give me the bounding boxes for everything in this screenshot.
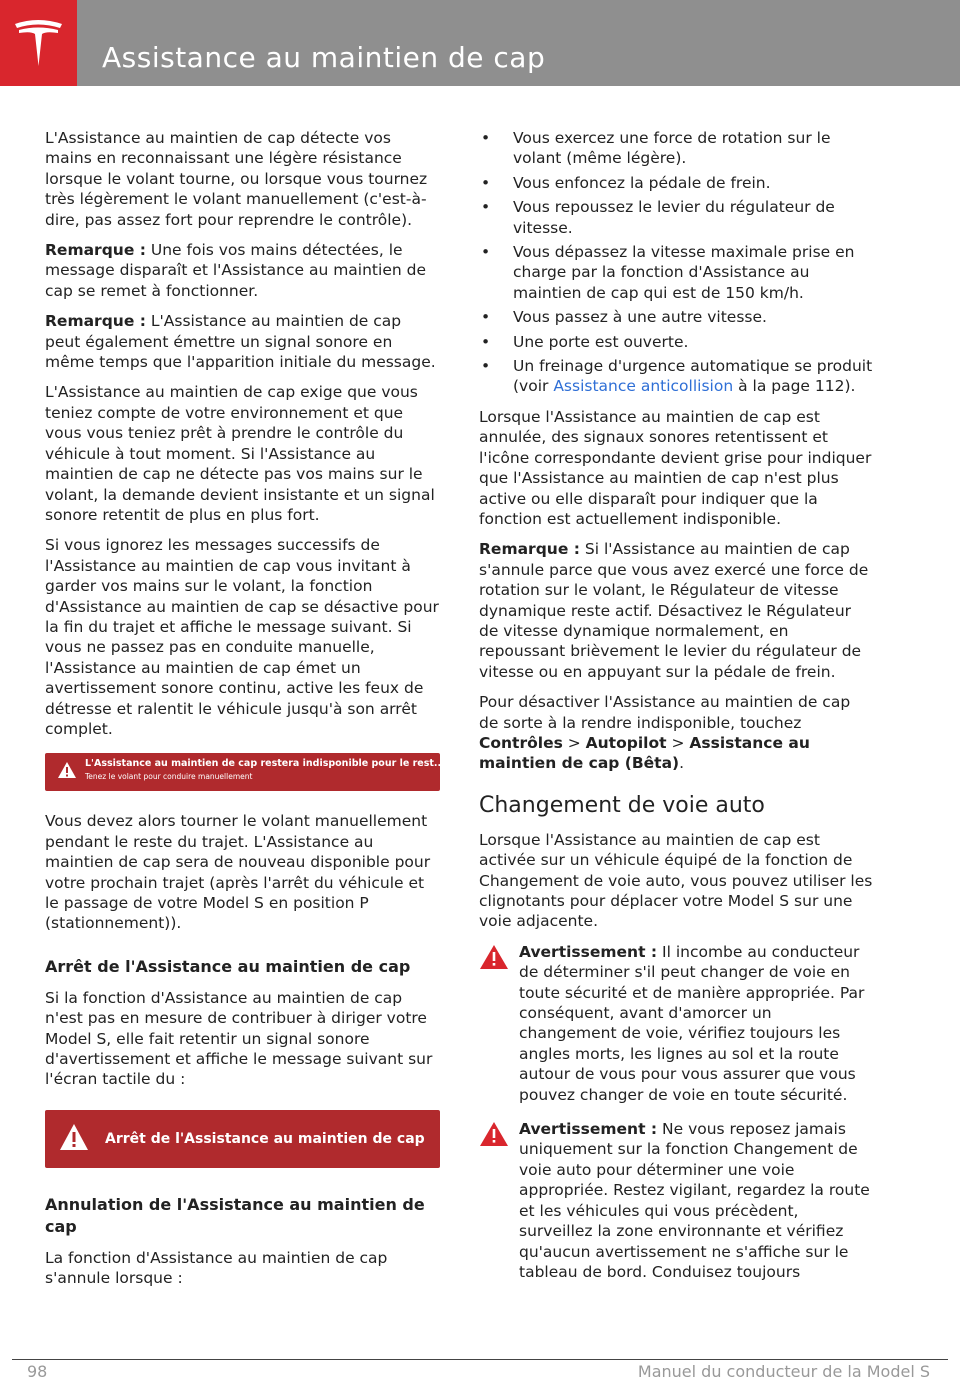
paragraph: Lorsque l'Assistance au maintien de cap est annulée, des signaux sonores retentissent et l'icône correspondante devient grise pour indiquer que l'Assistance au maintien de cap n'est plus active ou elle disparaît pour indiquer que la fonction est actuellement indisponible. (479, 407, 872, 528)
list-item: • Une porte est ouverte. (481, 332, 689, 351)
note (45, 240, 440, 301)
list-item: • Vous exercez une force de rotation sur le volant (même légère). (481, 129, 831, 168)
list-item: • Un freinage d'urgence automatique se produit (voir Assistance anticollision à la page 112). (481, 357, 873, 396)
banner-subtext: Tenez le volant pour conduire manuellement (85, 772, 253, 782)
warning-block (479, 1119, 874, 1282)
bullet: • (481, 243, 491, 262)
list-item: • Vous repoussez le levier du régulateur de vitesse. (481, 198, 835, 237)
menu-path-autosteer: Assistance au maintien de cap (Bêta) (479, 733, 810, 773)
tesla-logo-icon (13, 18, 64, 68)
paragraph: Si vous ignorez les messages successifs de l'Assistance au maintien de cap vous invitant à garder vos mains sur le volant, la fonction d'Assistance au maintien de cap se désactive pour la fin du trajet et affiche le message suivant. Si vous ne passez pas en conduite manuelle, l'Assistance au maintien de cap émet un avertissement sonore continu, active les feux de détresse et ralentit le véhicule jusqu'à son arrêt complet. (45, 536, 439, 738)
note (45, 311, 440, 372)
list-item: • Vous passez à une autre vitesse. (481, 308, 767, 327)
list-item: • Vous enfoncez la pédale de frein. (481, 173, 771, 192)
page-number: 98 (27, 1362, 48, 1381)
note-label: Remarque : (479, 540, 580, 559)
bullet: • (481, 173, 491, 192)
cancel-conditions-list (479, 128, 874, 397)
paragraph: L'Assistance au maintien de cap exige que vous teniez compte de votre environnement et que vous vous teniez prêt à prendre le contrôle du véhicule à tout moment. Si l'Assistance au maintien de cap ne détecte pas vos mains sur le volant, la demande devient insistante et un signal sonore retentit de plus en plus fort. (45, 383, 435, 524)
bullet: • (481, 332, 491, 351)
left-column (45, 128, 445, 1299)
warning-text: Il incombe au conducteur de déterminer s'il peut changer de voie en toute sécurité et de manière appropriée. Par conséquent, avant d'amorcer un changement de voie, vérifiez toujours les angles morts, les lignes au sol et la route autour de vous pour vous assurer que vous pouvez changer de voie en toute sécurité. (519, 942, 865, 1104)
note-text: Une fois vos mains détectées, le message disparaît et l'Assistance au maintien de cap se remet à fonctionner. (45, 241, 426, 300)
warning-label: Avertissement : (519, 1120, 658, 1139)
unavailable-message-banner (45, 753, 445, 791)
list-item: • Vous dépassez la vitesse maximale prise en charge par la fonction d'Assistance au maintien de cap qui est de 150 km/h. (481, 243, 855, 302)
stop-message-banner (45, 1110, 440, 1168)
paragraph: La fonction d'Assistance au maintien de cap s'annule lorsque : (45, 1248, 388, 1288)
page-header (0, 0, 960, 86)
note (479, 539, 874, 682)
bullet: • (481, 308, 491, 327)
warning-icon (57, 761, 77, 779)
paragraph: Vous devez alors tourner le volant manuellement pendant le reste du trajet. L'Assistance au maintien de cap sera de nouveau disponible pour votre prochain trajet (après l'arrêt du véhicule et le passage de votre Model S en position P (stationnement)). (45, 812, 431, 933)
subheading-cancel: Annulation de l'Assistance au maintien de cap (45, 1194, 425, 1236)
warning-block (479, 942, 874, 1105)
bullet: • (481, 129, 491, 147)
banner-message: Arrêt de l'Assistance au maintien de cap (105, 1130, 425, 1147)
warning-icon (59, 1123, 89, 1151)
paragraph: L'Assistance au maintien de cap détecte vos mains en reconnaissant une légère résistance lorsque le volant tourne, ou lorsque vous tournez très légèrement le volant manuellement (c'est-à-dire, pas assez fort pour reprendre le contrôle). (45, 129, 428, 229)
section-title: Changement de voie auto (479, 792, 765, 818)
note-label: Remarque : (45, 312, 146, 331)
right-column (479, 128, 874, 1296)
footer-divider (12, 1359, 948, 1360)
page-title: Assistance au maintien de cap (102, 40, 546, 74)
note-label: Remarque : (45, 241, 146, 260)
warning-triangle-icon (479, 1121, 509, 1147)
paragraph: Lorsque l'Assistance au maintien de cap est activée sur un véhicule équipé de la fonction de Changement de voie auto, vous pouvez utiliser les clignotants pour déplacer votre Model S sur une voie adjacente. (479, 830, 873, 931)
note-text: L'Assistance au maintien de cap peut également émettre un signal sonore en même temps que l'apparition initiale du message. (45, 312, 436, 372)
warning-text: Ne vous reposez jamais uniquement sur la fonction Changement de voie auto pour déterminer une voie appropriée. Restez vigilant, regardez la route et les véhicules qui vous précèdent, surveillez la zone environnante et vérifiez qu'aucun avertissement ne s'affiche sur le tableau de bord. Conduisez toujours (519, 1120, 870, 1281)
collision-avoidance-link[interactable]: Assistance anticollision (553, 377, 734, 396)
warning-triangle-icon (479, 944, 509, 970)
tesla-logo (0, 0, 77, 86)
warning-label: Avertissement : (519, 942, 658, 961)
subheading-stop: Arrêt de l'Assistance au maintien de cap (45, 956, 411, 976)
bullet: • (481, 198, 491, 217)
menu-path-controls: Contrôles (479, 733, 563, 752)
footer-title: Manuel du conducteur de la Model S (637, 1362, 930, 1381)
bullet: • (481, 357, 491, 376)
paragraph: Si la fonction d'Assistance au maintien de cap n'est pas en mesure de contribuer à diriger votre Model S, elle fait retentir un signal sonore d'avertissement et affiche le message suivant sur l'écran tactile du : (45, 988, 433, 1089)
menu-path-autopilot: Autopilot (585, 733, 667, 752)
banner-message: L'Assistance au maintien de cap restera indisponible pour le rest... (85, 758, 445, 770)
note-text: Si l'Assistance au maintien de cap s'annule parce que vous avez exercé une force de rotation sur le volant, le Régulateur de vitesse dynamique reste actif. Désactivez le Régulateur de vitesse dynamique normalement, en repoussant brièvement le levier du régulateur de vitesse ou en appuyant sur la pédale de frein. (479, 540, 869, 681)
paragraph: Pour désactiver l'Assistance au maintien de cap de sorte à la rendre indisponible, touchez Contrôles > Autopilot > Assistance au maintien de cap (Bêta). (479, 693, 851, 773)
